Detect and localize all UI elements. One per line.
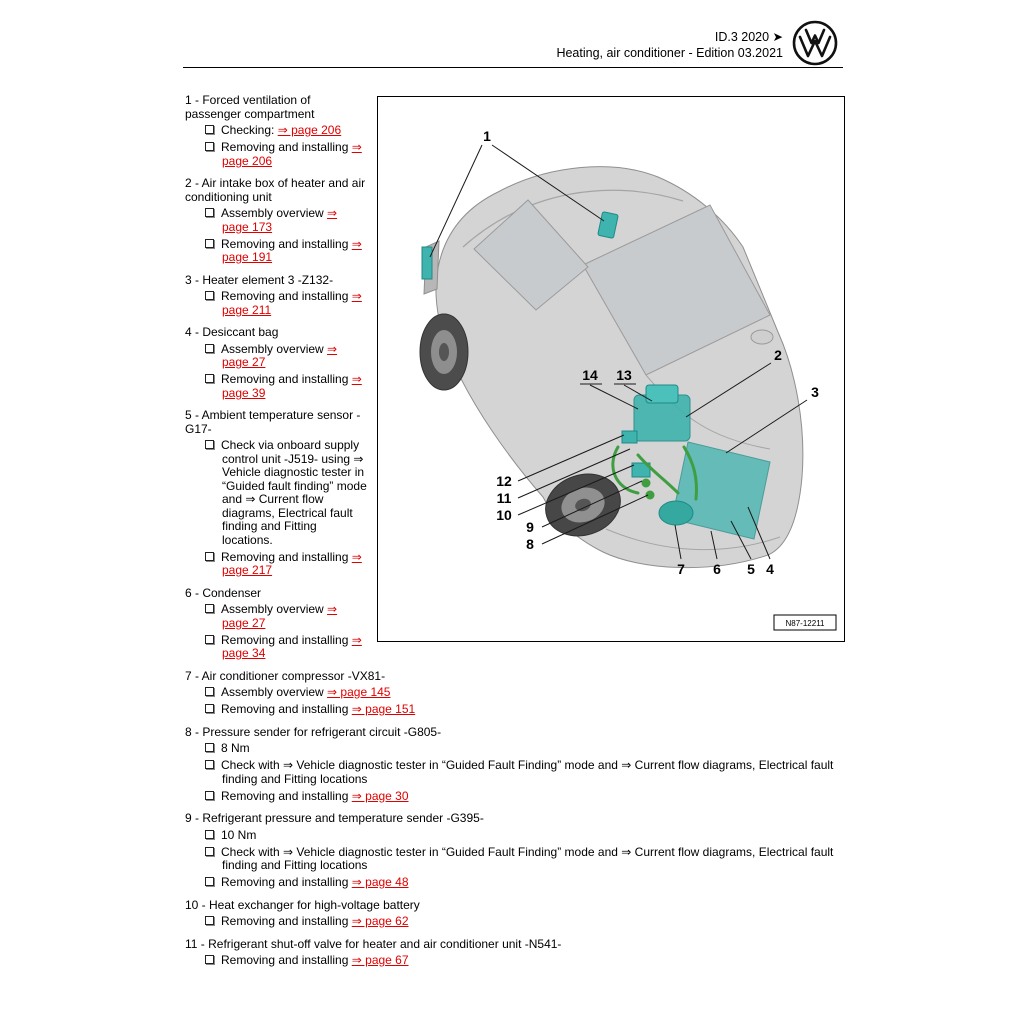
- entry-row: [185, 703, 845, 717]
- callout-1: 1: [483, 128, 491, 144]
- page-link[interactable]: ⇒ page 191: [222, 236, 362, 264]
- entry-label: Assembly overview: [221, 602, 328, 616]
- entry-label: Removing and installing: [221, 289, 352, 303]
- callout-4: 4: [766, 561, 774, 577]
- entry-text: [221, 237, 362, 265]
- page-link[interactable]: ⇒ page 206: [277, 123, 342, 137]
- rear-vent-component: [422, 247, 432, 279]
- checkbox-icon: [205, 604, 214, 613]
- item-title: 2 - Air intake box of heater and air conditioning unit: [185, 176, 366, 204]
- entry-label: Removing and installing: [221, 549, 352, 564]
- checkbox-icon: [205, 344, 214, 353]
- side-mirror: [751, 330, 773, 344]
- checkbox-icon: [205, 830, 214, 839]
- compressor-component: [659, 501, 693, 525]
- entry-row: [185, 759, 845, 786]
- entry-text: [221, 758, 833, 786]
- checkbox-icon: [205, 374, 214, 383]
- item-title: 4 - Desiccant bag: [185, 325, 279, 339]
- entry-text: [221, 633, 362, 661]
- item-title: 8 - Pressure sender for refrigerant circuit -G805-: [185, 724, 442, 739]
- entry-text: [221, 438, 367, 547]
- entry-text: [221, 123, 341, 137]
- item-9: [185, 812, 845, 890]
- entry-label: Removing and installing: [221, 953, 352, 967]
- entry-row: [185, 846, 845, 873]
- entry-label: Removing and installing: [221, 632, 352, 647]
- item-title: 10 - Heat exchanger for high-voltage battery: [185, 897, 420, 912]
- checkbox-icon: [205, 440, 214, 449]
- page-link[interactable]: ⇒ page 62: [351, 914, 409, 928]
- page-link[interactable]: ⇒ page 27: [222, 341, 338, 369]
- entry-label: 8 Nm: [221, 741, 250, 755]
- header-divider: [183, 67, 843, 68]
- entry-label: 10 Nm: [221, 827, 257, 842]
- entry-text: [221, 602, 337, 630]
- checkbox-icon: [205, 791, 214, 800]
- rear-wheel: [420, 314, 468, 390]
- vw-logo-icon: [792, 20, 838, 66]
- entry-label: Assembly overview: [221, 206, 328, 220]
- callout-11: 11: [496, 490, 512, 506]
- checkbox-icon: [205, 847, 214, 856]
- page-link[interactable]: ⇒ page 173: [222, 206, 338, 234]
- page-link[interactable]: ⇒ page 211: [222, 289, 362, 317]
- callout-13: 13: [616, 367, 632, 383]
- page-link[interactable]: ⇒ page 145: [327, 685, 391, 699]
- callout-7: 7: [677, 561, 685, 577]
- checkbox-icon: [205, 877, 214, 886]
- checkbox-icon: [205, 760, 214, 769]
- item-title: 1 - Forced ventilation of passenger compartment: [185, 93, 315, 121]
- item-title: 9 - Refrigerant pressure and temperature sender -G395-: [185, 811, 484, 825]
- item-title: 11 - Refrigerant shut-off valve for heater and air conditioner unit -N541-: [185, 936, 562, 951]
- entry-text: [221, 685, 390, 699]
- entry-row: [185, 915, 845, 929]
- item-title: 3 - Heater element 3 -Z132-: [185, 272, 334, 287]
- entry-row: [185, 876, 845, 890]
- callout-12: 12: [496, 473, 512, 489]
- item-11: [185, 938, 845, 968]
- figure-ref: [774, 615, 836, 630]
- checkbox-icon: [205, 635, 214, 644]
- entry-label: Assembly overview: [221, 341, 328, 356]
- callout-9: 9: [526, 519, 534, 535]
- page-link[interactable]: ⇒ page 151: [351, 702, 416, 716]
- entry-text: [221, 914, 409, 928]
- callout-14: 14: [582, 367, 598, 383]
- entry-text: [221, 789, 409, 803]
- entry-label: Removing and installing: [221, 788, 352, 803]
- item-10: [185, 899, 845, 929]
- entry-row: [185, 829, 845, 843]
- checkbox-icon: [205, 687, 214, 696]
- callout-10: 10: [496, 507, 512, 523]
- callout-3: 3: [811, 384, 819, 400]
- entry-label: Check with ⇒ Vehicle diagnostic tester in “Guided Fault Finding” mode and ⇒ Current flow diagrams, Electrical fault finding and Fitting locations: [221, 758, 834, 786]
- item-8: [185, 726, 845, 804]
- page-link[interactable]: ⇒ page 39: [222, 372, 362, 400]
- page-link[interactable]: ⇒ page 34: [222, 632, 362, 660]
- checkbox-icon: [205, 239, 214, 248]
- callout-8: 8: [526, 536, 534, 552]
- shutoff-valve-component: [622, 431, 637, 443]
- page-link[interactable]: ⇒ page 67: [351, 953, 409, 967]
- entry-label: Check via onboard supply control unit -J519- using ⇒ Vehicle diagnostic tester in “Guided fault finding” mode and ⇒ Current flow diagrams, Electrical fault finding and Fitting locations.: [221, 438, 367, 547]
- entry-label: Removing and installing: [221, 702, 352, 716]
- checkbox-icon: [205, 955, 214, 964]
- entry-text: [221, 206, 337, 234]
- entry-text: [221, 289, 362, 317]
- page-link[interactable]: ⇒ page 27: [222, 602, 338, 630]
- entry-text: [221, 741, 250, 755]
- entry-text: [221, 372, 362, 400]
- entry-label: Removing and installing: [221, 236, 352, 251]
- entry-label: Removing and installing: [221, 372, 352, 386]
- entry-row: [185, 686, 845, 700]
- header-model: ID.3 2020 ➤: [714, 30, 783, 44]
- entry-label: Checking:: [221, 123, 278, 137]
- checkbox-icon: [205, 291, 214, 300]
- entry-row: [185, 954, 845, 968]
- entry-label: Assembly overview: [221, 685, 328, 699]
- entry-row: [185, 742, 845, 756]
- page-link[interactable]: ⇒ page 217: [222, 549, 362, 577]
- checkbox-icon: [205, 743, 214, 752]
- item-title: 6 - Condenser: [185, 585, 262, 600]
- entry-text: [221, 953, 409, 967]
- temp-sender-component: [642, 479, 651, 488]
- item-title: 7 - Air conditioner compressor -VX81-: [185, 668, 386, 683]
- entry-label: Check with ⇒ Vehicle diagnostic tester in “Guided Fault Finding” mode and ⇒ Current flow diagrams, Electrical fault finding and Fitting locations: [221, 844, 834, 872]
- entry-label: Removing and installing: [221, 140, 352, 154]
- callout-2: 2: [774, 347, 782, 363]
- entry-row: [185, 790, 845, 804]
- entry-text: [221, 702, 415, 716]
- entry-label: Removing and installing: [221, 914, 352, 928]
- entry-text: [221, 342, 337, 370]
- page-content: [185, 94, 845, 977]
- item-7: [185, 670, 845, 717]
- page-link[interactable]: ⇒ page 48: [351, 875, 409, 889]
- figure-ref-label: N87-12211: [785, 619, 825, 628]
- figure-frame: [377, 96, 845, 642]
- header-doc-title: Heating, air conditioner - Edition 03.2021: [556, 46, 783, 60]
- checkbox-icon: [205, 125, 214, 134]
- entry-text: [221, 845, 833, 873]
- checkbox-icon: [205, 208, 214, 217]
- header: [556, 29, 783, 61]
- callout-6: 6: [713, 561, 721, 577]
- entry-text: [221, 828, 256, 842]
- callout-5: 5: [747, 561, 755, 577]
- page-link[interactable]: ⇒ page 30: [351, 788, 409, 803]
- item-title: 5 - Ambient temperature sensor -G17-: [185, 408, 361, 436]
- checkbox-icon: [205, 916, 214, 925]
- checkbox-icon: [205, 142, 214, 151]
- page-link[interactable]: ⇒ page 206: [222, 140, 362, 168]
- checkbox-icon: [205, 704, 214, 713]
- entry-text: [221, 875, 409, 889]
- entry-text: [221, 550, 362, 578]
- car-exploded-diagram: [378, 97, 843, 640]
- entry-label: Removing and installing: [221, 875, 352, 889]
- checkbox-icon: [205, 552, 214, 561]
- entry-text: [221, 140, 362, 168]
